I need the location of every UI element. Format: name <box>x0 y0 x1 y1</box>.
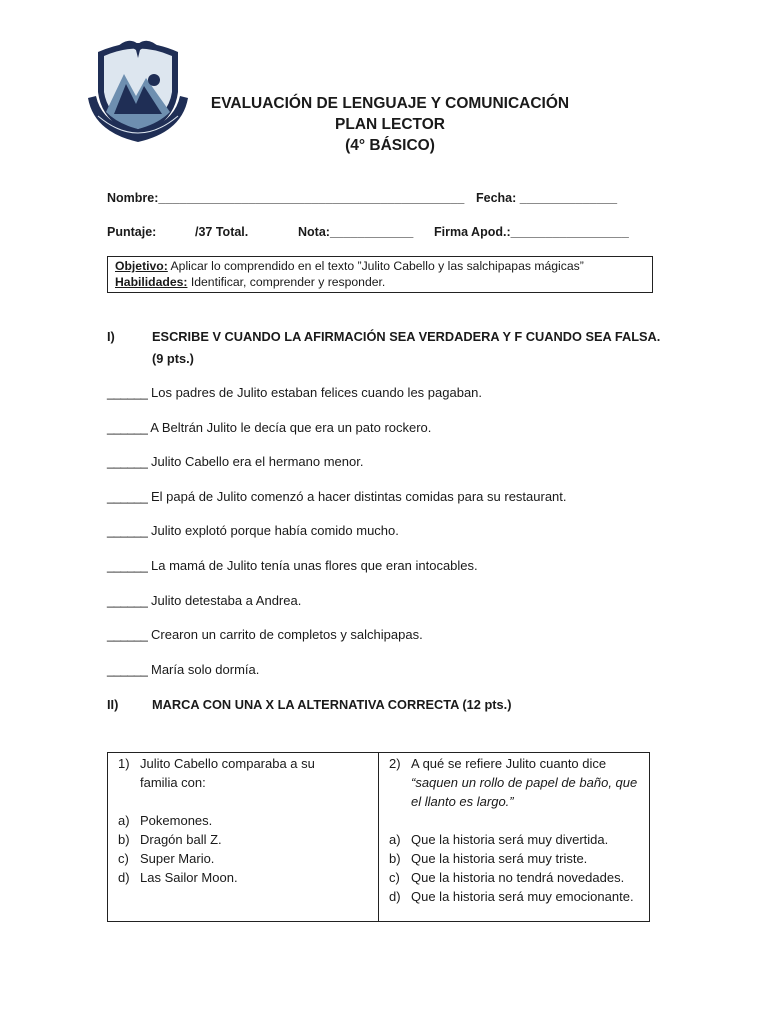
answer-blank[interactable]: ______ <box>107 557 148 573</box>
answer-blank[interactable]: ______ <box>107 523 148 539</box>
answer-blank[interactable]: ______ <box>107 454 148 470</box>
nombre-field[interactable]: Nombre:____________________________________________ <box>107 191 465 205</box>
objective-line <box>115 259 645 275</box>
option-letter: d) <box>389 889 401 904</box>
true-false-item <box>107 661 707 696</box>
true-false-item <box>107 522 707 557</box>
puntaje-label: Puntaje: <box>107 225 157 239</box>
statement-text: Crearon un carrito de completos y salchipapas. <box>147 627 423 643</box>
nota-field[interactable]: Nota:____________ <box>298 225 414 239</box>
true-false-item <box>107 488 707 523</box>
objetivo-text: Aplicar lo comprendido en el texto ”Julito Cabello y las salchipapas mágicas” <box>167 259 584 273</box>
option-text: Super Mario. <box>140 851 215 866</box>
option-text: Que la historia no tendrá novedades. <box>411 870 625 885</box>
question-quote: el llanto es largo.” <box>411 794 514 809</box>
option-letter: a) <box>389 832 401 847</box>
section-1-numeral: I) <box>107 329 115 344</box>
total-label: /37 Total. <box>195 225 249 239</box>
grade-label: (4° BÁSICO) <box>345 137 435 154</box>
multiple-choice-table <box>107 752 650 922</box>
true-false-item <box>107 419 707 454</box>
true-false-item <box>107 626 707 661</box>
section-2-instruction: MARCA CON UNA X LA ALTERNATIVA CORRECTA (12 pts.) <box>152 697 512 712</box>
option-item[interactable] <box>389 868 641 887</box>
question-2 <box>389 754 641 811</box>
option-text: Las Sailor Moon. <box>140 870 238 885</box>
option-item[interactable] <box>389 887 641 906</box>
title-block <box>180 93 600 156</box>
option-letter: c) <box>389 870 400 885</box>
option-item[interactable] <box>389 830 641 849</box>
true-false-item <box>107 453 707 488</box>
question-quote: “saquen un rollo de papel de baño, que <box>411 775 638 790</box>
answer-blank[interactable]: ______ <box>107 661 148 677</box>
option-letter: c) <box>118 851 129 866</box>
statement-text: Julito Cabello era el hermano menor. <box>147 454 364 470</box>
objetivo-label: Objetivo: <box>115 259 168 273</box>
fecha-field[interactable]: Fecha: ______________ <box>476 191 618 205</box>
option-text: Que la historia será muy triste. <box>411 851 588 866</box>
option-item[interactable] <box>118 849 370 868</box>
objective-box <box>107 256 653 293</box>
statement-text: La mamá de Julito tenía unas flores que eran intocables. <box>147 557 478 573</box>
firma-field[interactable]: Firma Apod.:_________________ <box>434 225 629 239</box>
habilidades-line <box>115 275 645 291</box>
habilidades-text: Identificar, comprender y responder. <box>187 274 386 289</box>
question-number: 2) <box>389 756 401 771</box>
statement-text: Los padres de Julito estaban felices cuando les pagaban. <box>147 385 483 400</box>
statement-text: Julito explotó porque había comido mucho. <box>147 523 399 539</box>
options-list-1 <box>118 811 370 887</box>
option-letter: b) <box>118 832 130 847</box>
page-subtitle: PLAN LECTOR <box>335 116 445 133</box>
section-1-points: (9 pts.) <box>152 351 194 366</box>
question-text: A qué se refiere Julito cuanto dice <box>411 756 607 771</box>
option-item[interactable] <box>118 811 370 830</box>
option-item[interactable] <box>118 868 370 887</box>
answer-blank[interactable]: ______ <box>107 592 148 608</box>
options-list-2 <box>389 830 641 906</box>
school-crest-icon <box>84 32 192 150</box>
answer-blank[interactable]: ______ <box>107 488 148 504</box>
option-text: Que la historia será muy emocionante. <box>411 889 634 904</box>
section-1-heading <box>0 326 768 372</box>
true-false-item <box>107 384 707 419</box>
true-false-list <box>107 384 707 695</box>
option-text: Dragón ball Z. <box>140 832 222 847</box>
question-number: 1) <box>118 756 130 771</box>
statement-text: María solo dormía. <box>147 661 260 677</box>
answer-blank[interactable]: ______ <box>107 385 148 400</box>
habilidades-label: Habilidades: <box>115 274 188 289</box>
page-title: EVALUACIÓN DE LENGUAJE Y COMUNICACIÓN <box>210 95 570 112</box>
question-text: familia con: <box>140 775 206 790</box>
section-1-instruction-text: ESCRIBE V CUANDO LA AFIRMACIÓN SEA VERDADERA Y F CUANDO SEA FALSA. <box>152 329 661 344</box>
statement-text: Julito detestaba a Andrea. <box>147 592 302 608</box>
question-1 <box>118 754 370 792</box>
option-letter: b) <box>389 851 401 866</box>
statement-text: El papá de Julito comenzó a hacer distintas comidas para su restaurant. <box>147 488 567 504</box>
option-letter: d) <box>118 870 130 885</box>
question-text: Julito Cabello comparaba a su <box>140 756 315 771</box>
true-false-item <box>107 557 707 592</box>
option-item[interactable] <box>389 849 641 868</box>
answer-blank[interactable]: ______ <box>107 419 148 435</box>
option-text: Pokemones. <box>140 813 213 828</box>
question-cell-1 <box>108 753 379 922</box>
true-false-item <box>107 592 707 627</box>
question-cell-2 <box>379 753 650 922</box>
option-text: Que la historia será muy divertida. <box>411 832 609 847</box>
section-2-numeral: II) <box>107 697 119 712</box>
section-1-instruction <box>152 326 672 370</box>
option-letter: a) <box>118 813 130 828</box>
option-item[interactable] <box>118 830 370 849</box>
statement-text: A Beltrán Julito le decía que era un pato rockero. <box>147 419 432 435</box>
answer-blank[interactable]: ______ <box>107 627 148 643</box>
